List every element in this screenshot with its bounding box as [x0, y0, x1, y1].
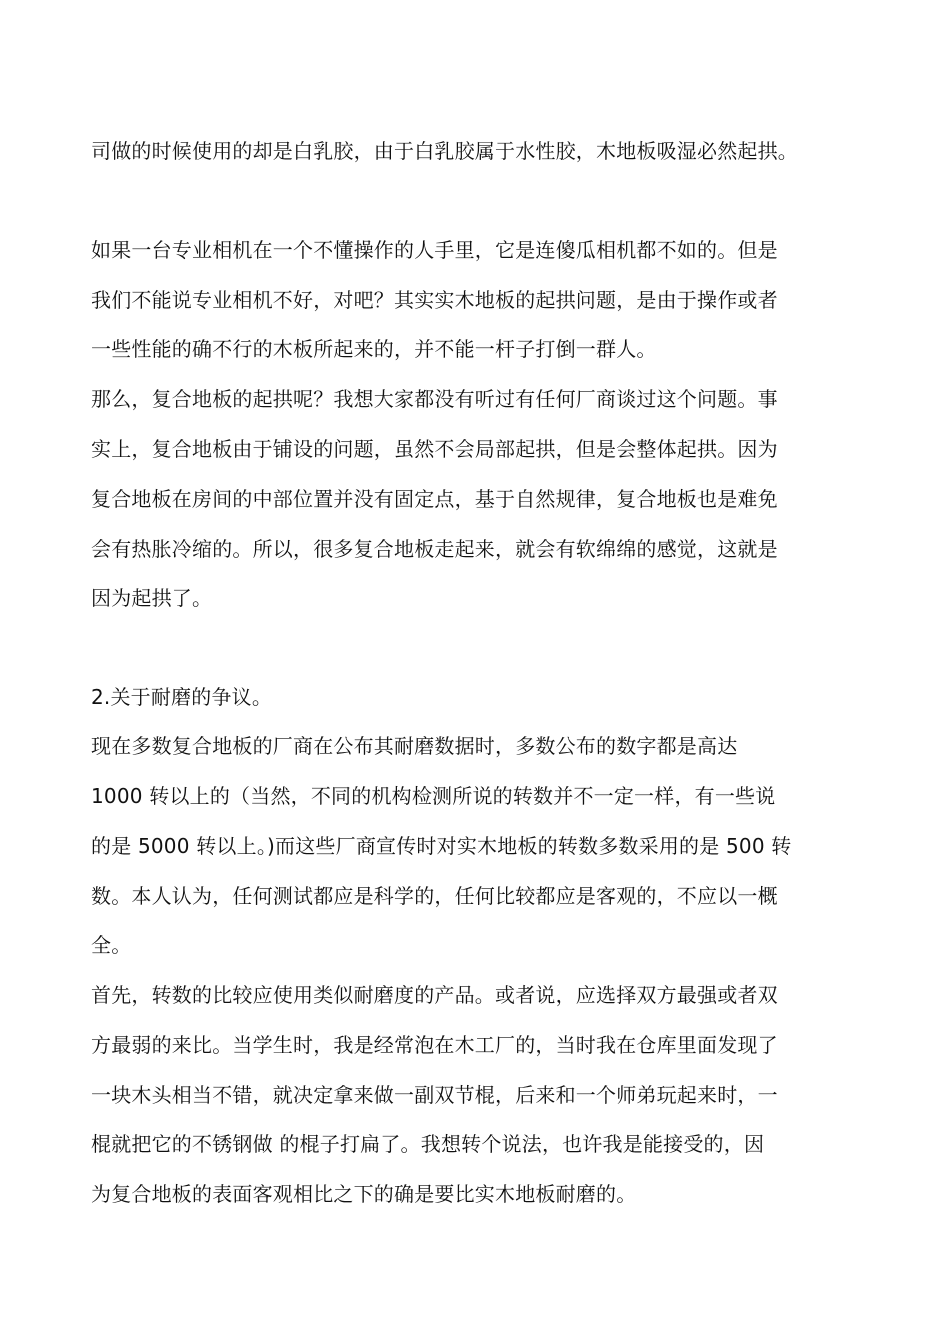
text-line: 那么，复合地板的起拱呢？我想大家都没有听过有任何厂商谈过这个问题。事 — [91, 387, 778, 411]
text-line: 如果一台专业相机在一个不懂操作的人手里，它是连傻瓜相机都不如的。但是 — [91, 238, 778, 262]
text-line: 实上，复合地板由于铺设的问题，虽然不会局部起拱，但是会整体起拱。因为 — [91, 437, 778, 461]
text-line: 一块木头相当不错，就决定拿来做一副双节棍，后来和一个师弟玩起来时，一 — [91, 1083, 778, 1107]
text-line: 为复合地板的表面客观相比之下的确是要比实木地板耐磨的。 — [91, 1182, 637, 1206]
text-line: 会有热胀冷缩的。所以，很多复合地板走起来，就会有软绵绵的感觉，这就是 — [91, 537, 778, 561]
text-line: 的是 5000 转以上。)而这些厂商宣传时对实木地板的转数多数采用的是 500 转 — [91, 834, 792, 858]
text-line: 方最弱的来比。当学生时，我是经常泡在木工厂的，当时我在仓库里面发现了 — [91, 1033, 778, 1057]
text-line: 复合地板在房间的中部位置并没有固定点，基于自然规律，复合地板也是难免 — [91, 487, 778, 511]
text-line: 首先，转数的比较应使用类似耐磨度的产品。或者说，应选择双方最强或者双 — [91, 983, 778, 1007]
text-line: 我们不能说专业相机不好，对吧？其实实木地板的起拱问题，是由于操作或者 — [91, 288, 778, 312]
text-line: 棍就把它的不锈钢做 的棍子打扁了。我想转个说法，也许我是能接受的，因 — [91, 1132, 765, 1156]
text-line: 数。本人认为，任何测试都应是科学的，任何比较都应是客观的，不应以一概 — [91, 884, 778, 908]
text-line: 司做的时候使用的却是白乳胶，由于白乳胶属于水性胶，木地板吸湿必然起拱。 — [91, 139, 798, 163]
text-line: 1000 转以上的（当然，不同的机构检测所说的转数并不一定一样，有一些说 — [91, 784, 776, 808]
section-heading: 2.关于耐磨的争议。 — [91, 685, 273, 709]
text-line: 全。 — [91, 933, 132, 957]
text-line: 因为起拱了。 — [91, 586, 213, 610]
text-line: 一些性能的确不行的木板所起来的，并不能一杆子打倒一群人。 — [91, 337, 657, 361]
text-line: 现在多数复合地板的厂商在公布其耐磨数据时，多数公布的数字都是高达 — [91, 734, 738, 758]
